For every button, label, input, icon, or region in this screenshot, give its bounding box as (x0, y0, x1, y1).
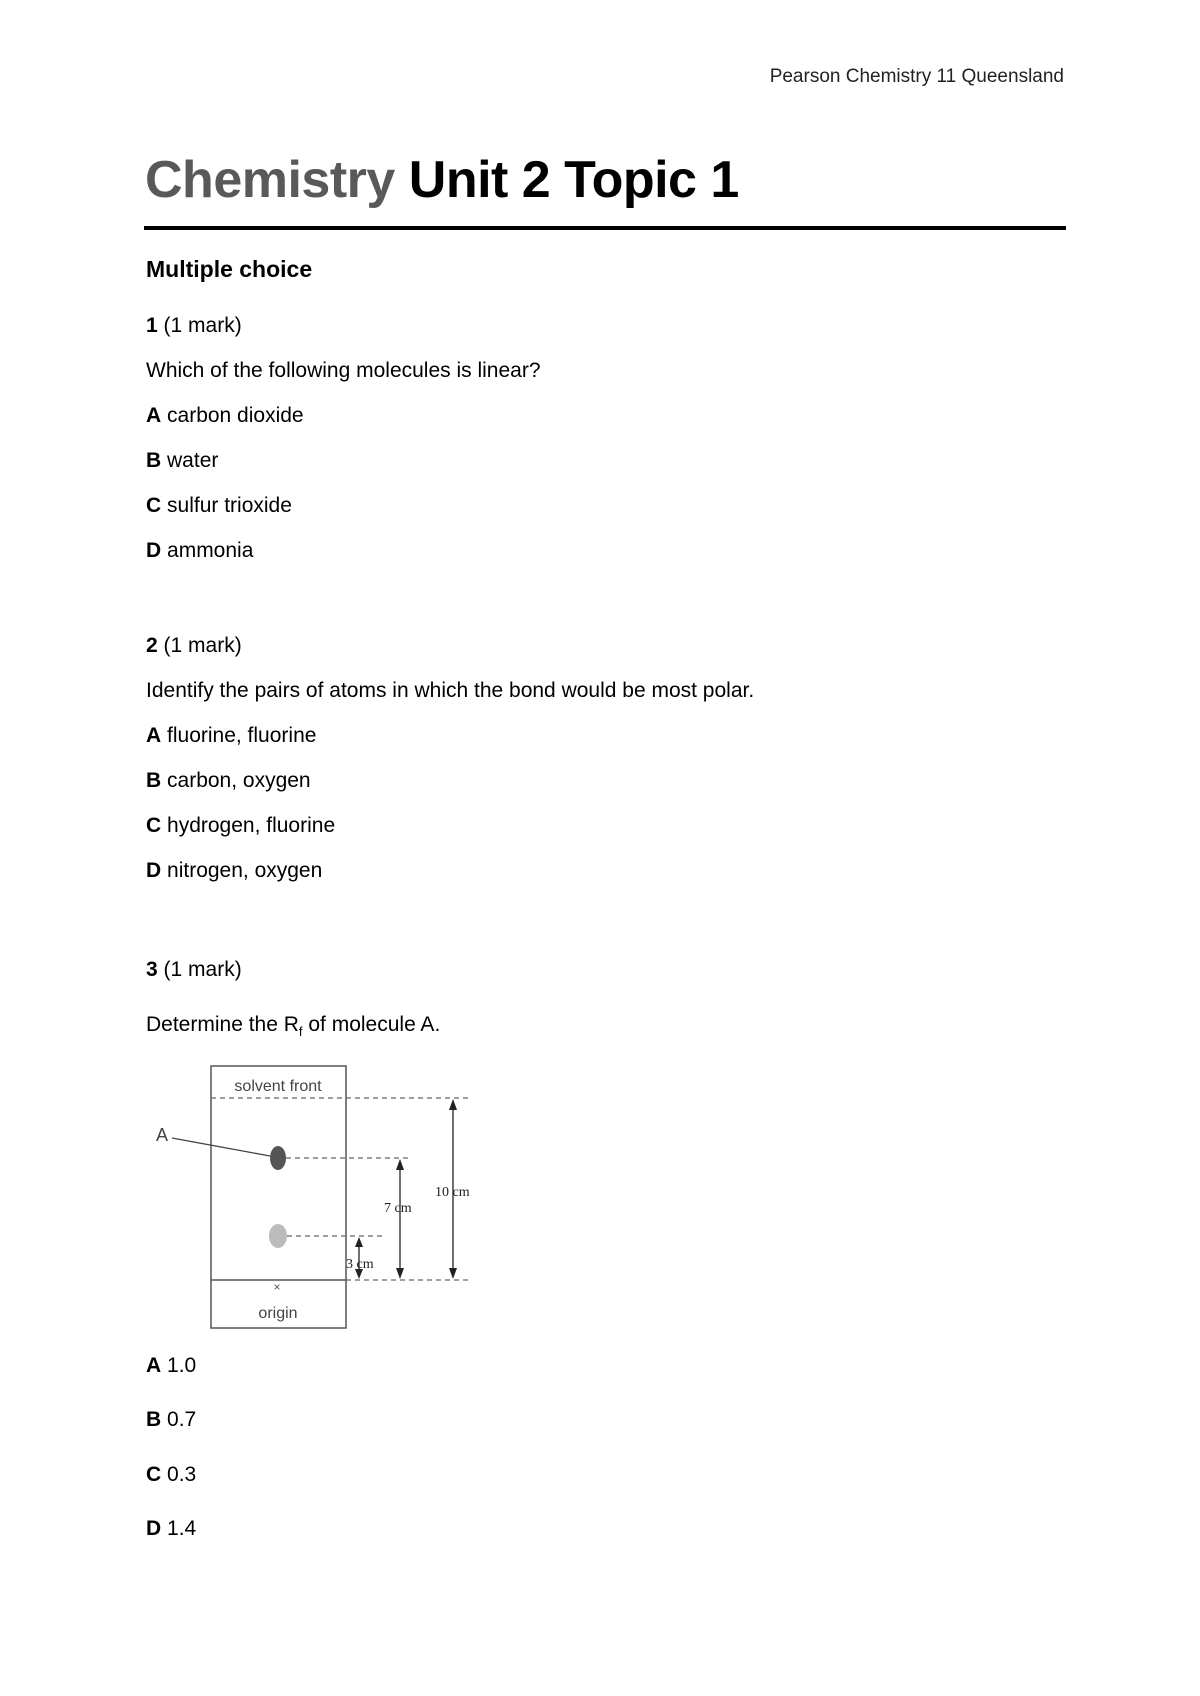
prompt-text-end: of molecule A. (302, 1013, 441, 1036)
question-2 (146, 634, 754, 883)
spot-a-leader (172, 1138, 270, 1156)
option-text: water (167, 449, 219, 472)
option-letter: C (146, 1463, 162, 1486)
question-number: 1 (146, 314, 158, 337)
option-a (146, 404, 541, 428)
option-text: 1.4 (167, 1517, 197, 1540)
question-marks: (1 mark) (163, 314, 242, 337)
arrow-head-icon (396, 1268, 404, 1279)
option-d (146, 859, 754, 883)
option-text: sulfur trioxide (167, 494, 292, 517)
title-divider (144, 226, 1066, 230)
question-3-options (146, 1354, 196, 1541)
option-text: 1.0 (167, 1354, 197, 1377)
chromatography-diagram (150, 1058, 480, 1332)
arrow-head-icon (449, 1268, 457, 1279)
spot-a (270, 1146, 286, 1170)
question-header (146, 958, 440, 982)
prompt-subscript: f (298, 1024, 303, 1040)
option-letter: D (146, 1517, 162, 1540)
arrow-head-icon (449, 1099, 457, 1110)
option-text: carbon dioxide (167, 404, 304, 427)
option-letter: A (146, 724, 162, 747)
origin-label: origin (258, 1305, 298, 1322)
question-header (146, 314, 541, 338)
spot-a-label: A (156, 1125, 169, 1145)
option-text: ammonia (167, 539, 254, 562)
option-letter: B (146, 769, 162, 792)
question-3 (146, 958, 440, 1044)
option-a (146, 1354, 196, 1378)
option-letter: C (146, 494, 162, 517)
prompt-text: Determine the R (146, 1013, 299, 1036)
question-prompt (146, 1013, 440, 1044)
section-heading: Multiple choice (146, 256, 313, 282)
option-letter: D (146, 539, 162, 562)
option-text: hydrogen, fluorine (167, 814, 336, 837)
option-b (146, 449, 541, 473)
question-number: 3 (146, 958, 158, 981)
origin-mark: × (273, 1280, 281, 1294)
option-text: 0.7 (167, 1408, 197, 1431)
title-unit: Unit 2 Topic 1 (408, 151, 739, 209)
solvent-front-label: solvent front (234, 1078, 322, 1095)
page-title (145, 150, 739, 210)
option-c (146, 1463, 196, 1487)
question-marks: (1 mark) (163, 958, 242, 981)
question-header (146, 634, 754, 658)
dimension-7cm-label: 7 cm (384, 1201, 412, 1216)
arrow-head-icon (396, 1159, 404, 1170)
option-letter: B (146, 1408, 162, 1431)
option-c (146, 814, 754, 838)
option-text: carbon, oxygen (167, 769, 311, 792)
question-number: 2 (146, 634, 158, 657)
option-letter: A (146, 404, 162, 427)
dimension-10cm-label: 10 cm (435, 1185, 470, 1200)
dimension-3cm-label: 3 cm (346, 1257, 374, 1272)
arrow-head-icon (355, 1237, 363, 1247)
option-letter: B (146, 449, 162, 472)
title-subject: Chemistry (145, 151, 395, 209)
option-a (146, 724, 754, 748)
question-prompt: Identify the pairs of atoms in which the bond would be most polar. (146, 679, 755, 702)
question-marks: (1 mark) (163, 634, 242, 657)
option-d (146, 1517, 196, 1541)
option-letter: A (146, 1354, 162, 1377)
question-prompt: Which of the following molecules is linear? (146, 359, 541, 382)
running-header: Pearson Chemistry 11 Queensland (769, 66, 1064, 87)
spot-b (269, 1224, 287, 1248)
option-d (146, 539, 541, 563)
option-letter: C (146, 814, 162, 837)
option-text: fluorine, fluorine (167, 724, 317, 747)
option-letter: D (146, 859, 162, 882)
option-b (146, 769, 754, 793)
option-text: 0.3 (167, 1463, 197, 1486)
option-text: nitrogen, oxygen (167, 859, 323, 882)
option-b (146, 1408, 196, 1432)
option-c (146, 494, 541, 518)
question-1 (146, 314, 541, 563)
